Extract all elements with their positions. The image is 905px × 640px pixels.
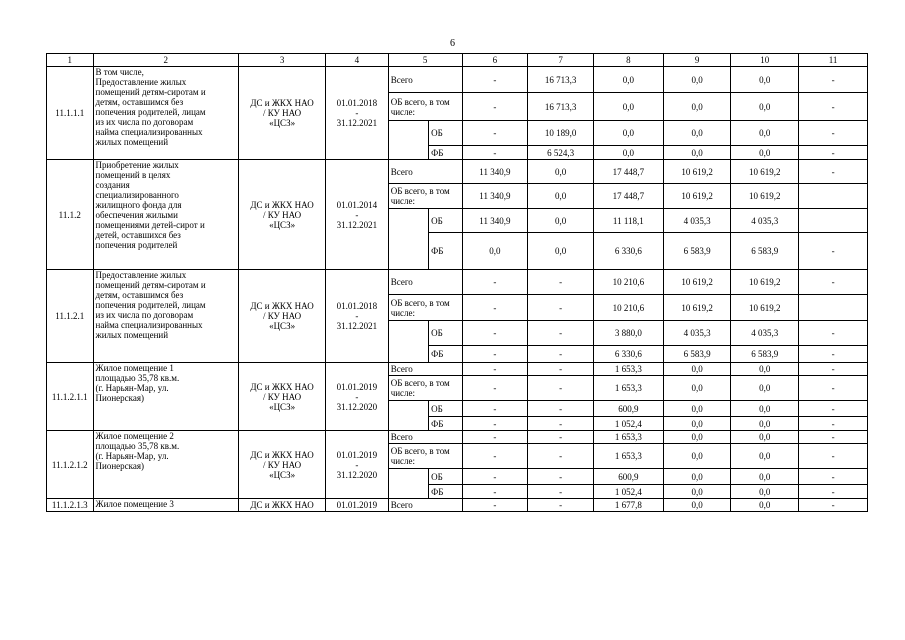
value-col9: 4 035,3 bbox=[663, 321, 731, 346]
header-cell-7: 7 bbox=[528, 54, 594, 67]
indent-spacer bbox=[388, 121, 428, 160]
header-row bbox=[47, 54, 868, 67]
value-col8: 1 653,3 bbox=[593, 444, 663, 469]
value-col11: - bbox=[799, 469, 868, 485]
value-col7: 0,0 bbox=[528, 209, 594, 233]
executor-cell bbox=[239, 499, 326, 512]
header-cell-3: 3 bbox=[239, 54, 326, 67]
text-line: В том числе, bbox=[95, 67, 144, 77]
value-col9: 10 619,2 bbox=[663, 270, 731, 295]
text-line: жилищного фонда для bbox=[95, 200, 182, 210]
value-col11: - bbox=[799, 270, 868, 295]
value-col7: - bbox=[528, 270, 594, 295]
funding-label: ОБ bbox=[429, 121, 462, 146]
text-line: площадью 35,78 кв.м. bbox=[95, 441, 180, 451]
value-col6: - bbox=[462, 431, 528, 444]
value-col9: 0,0 bbox=[663, 417, 731, 431]
value-col8: 0,0 bbox=[593, 67, 663, 93]
value-col11: - bbox=[799, 431, 868, 444]
table-row bbox=[47, 160, 868, 184]
value-col7: - bbox=[528, 346, 594, 363]
funding-label: Всего bbox=[388, 160, 462, 184]
value-col11 bbox=[799, 209, 868, 233]
text-line: (г. Нарьян-Мар, ул. bbox=[95, 451, 169, 461]
text-line: 31.12.2020 bbox=[336, 401, 378, 412]
period-cell bbox=[326, 431, 389, 499]
value-col7: - bbox=[528, 469, 594, 485]
text-line: 01.01.2019 bbox=[336, 449, 378, 460]
value-col7: - bbox=[528, 321, 594, 346]
value-col7: - bbox=[528, 376, 594, 401]
name-cell bbox=[93, 363, 239, 431]
value-col10: 10 619,2 bbox=[731, 295, 799, 321]
header-cell-9: 9 bbox=[663, 54, 731, 67]
value-col6: - bbox=[462, 146, 528, 160]
text-line: жилых помещений bbox=[95, 330, 169, 340]
name-cell bbox=[93, 160, 239, 270]
value-col11 bbox=[799, 184, 868, 209]
value-col8: 1 677,8 bbox=[593, 499, 663, 512]
text-line: детям, оставшимся без bbox=[95, 290, 184, 300]
value-col10: 10 619,2 bbox=[731, 270, 799, 295]
value-col10: 10 619,2 bbox=[731, 160, 799, 184]
text-line: Пионерская) bbox=[95, 461, 144, 471]
value-col6: - bbox=[462, 376, 528, 401]
value-col7: - bbox=[528, 417, 594, 431]
value-col9: 0,0 bbox=[663, 499, 731, 512]
funding-label: Всего bbox=[388, 270, 462, 295]
text-line: (г. Нарьян-Мар, ул. bbox=[95, 383, 169, 393]
text-line: помещениями детей-сирот и bbox=[95, 220, 205, 230]
value-col8: 1 653,3 bbox=[593, 431, 663, 444]
text-line: 31.12.2021 bbox=[336, 219, 378, 230]
value-col11: - bbox=[799, 67, 868, 93]
text-line: Жилое помещение 1 bbox=[95, 363, 174, 373]
funding-label: ОБ всего, в том числе: bbox=[388, 444, 462, 469]
funding-label: ОБ всего, в том числе: bbox=[388, 295, 462, 321]
value-col11: - bbox=[799, 376, 868, 401]
period-cell bbox=[326, 67, 389, 160]
table-row bbox=[47, 431, 868, 444]
text-line: / КУ НАО bbox=[262, 209, 302, 220]
text-line: 01.01.2018 bbox=[336, 301, 378, 311]
text-line: «ЦСЗ» bbox=[269, 469, 296, 480]
value-col8: 1 653,3 bbox=[593, 376, 663, 401]
funding-label: Всего bbox=[388, 67, 462, 93]
value-col9: 6 583,9 bbox=[663, 346, 731, 363]
indent-spacer bbox=[388, 209, 428, 270]
value-col8: 1 653,3 bbox=[593, 363, 663, 376]
value-col9: 0,0 bbox=[663, 67, 731, 93]
value-col8: 600,9 bbox=[593, 469, 663, 485]
value-col8: 0,0 bbox=[593, 121, 663, 146]
text-line: обеспечения жилыми bbox=[95, 210, 178, 220]
name-cell bbox=[93, 499, 239, 512]
value-col7: - bbox=[528, 485, 594, 499]
value-col10: 10 619,2 bbox=[731, 184, 799, 209]
header-cell-2: 2 bbox=[93, 54, 239, 67]
value-col10: 0,0 bbox=[731, 401, 799, 417]
text-line: «ЦСЗ» bbox=[269, 219, 296, 230]
funding-label: ФБ bbox=[429, 233, 462, 270]
executor-cell bbox=[239, 160, 326, 270]
text-line: Приобретение жилых bbox=[95, 160, 179, 170]
text-line: попечения родителей, лицам bbox=[95, 107, 206, 117]
value-col6: - bbox=[462, 321, 528, 346]
text-line: детям, оставшимся без bbox=[95, 97, 184, 107]
funding-label: ОБ всего, в том числе: bbox=[388, 93, 462, 121]
code-cell: 11.1.2.1.3 bbox=[47, 499, 94, 512]
value-col8: 6 330,6 bbox=[593, 233, 663, 270]
text-line: специализированного bbox=[95, 190, 179, 200]
value-col7: 0,0 bbox=[528, 160, 594, 184]
value-col10: 0,0 bbox=[731, 67, 799, 93]
text-line: - bbox=[355, 108, 359, 118]
value-col11: - bbox=[799, 485, 868, 499]
value-col6: - bbox=[462, 417, 528, 431]
text-line: детей, оставшихся без bbox=[95, 230, 181, 240]
value-col11: - bbox=[799, 233, 868, 270]
text-line: ДС и ЖКХ НАО bbox=[250, 449, 314, 460]
text-line: 01.01.2018 bbox=[336, 98, 378, 108]
funding-label: ФБ bbox=[429, 417, 462, 431]
text-line: попечения родителей bbox=[95, 240, 178, 250]
value-col10: 0,0 bbox=[731, 485, 799, 499]
value-col10: 0,0 bbox=[731, 431, 799, 444]
text-line: Жилое помещение 2 bbox=[95, 431, 174, 441]
text-line: - bbox=[355, 459, 359, 470]
value-col6: - bbox=[462, 67, 528, 93]
value-col7: - bbox=[528, 295, 594, 321]
value-col8: 6 330,6 bbox=[593, 346, 663, 363]
value-col10: 0,0 bbox=[731, 93, 799, 121]
value-col6: - bbox=[462, 295, 528, 321]
text-line: помещений детям-сиротам и bbox=[95, 87, 206, 97]
value-col9: 0,0 bbox=[663, 401, 731, 417]
value-col9: 10 619,2 bbox=[663, 184, 731, 209]
value-col11: - bbox=[799, 417, 868, 431]
value-col9: 0,0 bbox=[663, 485, 731, 499]
value-col7: 0,0 bbox=[528, 184, 594, 209]
executor-cell bbox=[239, 67, 326, 160]
value-col10: 6 583,9 bbox=[731, 233, 799, 270]
text-line: из их числа по договорам bbox=[95, 117, 194, 127]
text-line: ДС и ЖКХ НАО bbox=[250, 301, 314, 311]
period-cell bbox=[326, 270, 389, 363]
value-col10: 4 035,3 bbox=[731, 209, 799, 233]
value-col10: 0,0 bbox=[731, 121, 799, 146]
text-line: - bbox=[355, 391, 359, 402]
value-col10: 0,0 bbox=[731, 499, 799, 512]
value-col7: - bbox=[528, 431, 594, 444]
value-col6: - bbox=[462, 401, 528, 417]
table-row bbox=[47, 270, 868, 295]
text-line: найма специализированных bbox=[95, 127, 203, 137]
value-col10: 0,0 bbox=[731, 146, 799, 160]
text-line: 01.01.2019 bbox=[336, 500, 378, 510]
funding-label: ОБ bbox=[429, 321, 462, 346]
table-row bbox=[47, 499, 868, 512]
value-col9: 10 619,2 bbox=[663, 160, 731, 184]
indent-spacer bbox=[388, 321, 428, 363]
value-col6: - bbox=[462, 363, 528, 376]
text-line: создания bbox=[95, 180, 130, 190]
text-line: Жилое помещение 3 bbox=[95, 499, 174, 509]
text-line: Пионерская) bbox=[95, 393, 144, 403]
code-cell: 11.1.1.1 bbox=[47, 67, 94, 160]
code-cell: 11.1.2.1.1 bbox=[47, 363, 94, 431]
name-cell bbox=[93, 67, 239, 160]
header-cell-11: 11 bbox=[799, 54, 868, 67]
budget-table bbox=[46, 53, 868, 512]
value-col11: - bbox=[799, 363, 868, 376]
value-col8: 1 052,4 bbox=[593, 417, 663, 431]
code-cell: 11.1.2.1.2 bbox=[47, 431, 94, 499]
header-cell-8: 8 bbox=[593, 54, 663, 67]
value-col6: - bbox=[462, 485, 528, 499]
value-col8: 1 052,4 bbox=[593, 485, 663, 499]
value-col9: 0,0 bbox=[663, 363, 731, 376]
code-cell: 11.1.2.1 bbox=[47, 270, 94, 363]
funding-label: ФБ bbox=[429, 485, 462, 499]
value-col8: 17 448,7 bbox=[593, 184, 663, 209]
value-col6: - bbox=[462, 270, 528, 295]
text-line: 01.01.2014 bbox=[336, 199, 378, 210]
text-line: «ЦСЗ» bbox=[269, 118, 296, 128]
value-col6: - bbox=[462, 121, 528, 146]
text-line: ДС и ЖКХ НАО bbox=[250, 98, 314, 108]
funding-label: Всего bbox=[388, 363, 462, 376]
value-col7: 16 713,3 bbox=[528, 93, 594, 121]
funding-label: Всего bbox=[388, 499, 462, 512]
text-line: / КУ НАО bbox=[262, 311, 302, 321]
value-col11: - bbox=[799, 121, 868, 146]
text-line: - bbox=[355, 311, 359, 321]
text-line: помещений детям-сиротам и bbox=[95, 280, 206, 290]
value-col8: 10 210,6 bbox=[593, 295, 663, 321]
funding-label: ОБ bbox=[429, 209, 462, 233]
value-col11: - bbox=[799, 93, 868, 121]
text-line: Предоставление жилых bbox=[95, 77, 187, 87]
value-col8: 17 448,7 bbox=[593, 160, 663, 184]
value-col11: - bbox=[799, 321, 868, 346]
value-col8: 3 880,0 bbox=[593, 321, 663, 346]
executor-cell bbox=[239, 270, 326, 363]
text-line: помещений в целях bbox=[95, 170, 171, 180]
code-cell: 11.1.2 bbox=[47, 160, 94, 270]
executor-cell bbox=[239, 431, 326, 499]
funding-label: ОБ bbox=[429, 401, 462, 417]
text-line: / КУ НАО bbox=[262, 391, 302, 402]
funding-label: ФБ bbox=[429, 346, 462, 363]
value-col11: - bbox=[799, 499, 868, 512]
text-line: ДС и ЖКХ НАО bbox=[250, 381, 314, 392]
value-col10: 0,0 bbox=[731, 363, 799, 376]
value-col11: - bbox=[799, 444, 868, 469]
text-line: 31.12.2021 bbox=[336, 118, 378, 128]
table-row bbox=[47, 363, 868, 376]
value-col9: 0,0 bbox=[663, 93, 731, 121]
value-col8: 11 118,1 bbox=[593, 209, 663, 233]
funding-label: Всего bbox=[388, 431, 462, 444]
value-col9: 0,0 bbox=[663, 146, 731, 160]
value-col9: 0,0 bbox=[663, 431, 731, 444]
value-col6: 11 340,9 bbox=[462, 209, 528, 233]
indent-spacer bbox=[388, 469, 428, 499]
value-col7: - bbox=[528, 499, 594, 512]
header-cell-1: 1 bbox=[47, 54, 94, 67]
value-col7: 6 524,3 bbox=[528, 146, 594, 160]
text-line: ДС и ЖКХ НАО bbox=[250, 199, 314, 210]
executor-cell bbox=[239, 363, 326, 431]
value-col11: - bbox=[799, 146, 868, 160]
text-line: 31.12.2021 bbox=[336, 321, 378, 331]
value-col8: 600,9 bbox=[593, 401, 663, 417]
value-col7: 16 713,3 bbox=[528, 67, 594, 93]
value-col9: 0,0 bbox=[663, 376, 731, 401]
text-line: «ЦСЗ» bbox=[269, 401, 296, 412]
value-col8: 10 210,6 bbox=[593, 270, 663, 295]
text-line: площадью 35,78 кв.м. bbox=[95, 373, 180, 383]
text-line: жилых помещений bbox=[95, 137, 169, 147]
header-cell-4: 4 bbox=[326, 54, 389, 67]
value-col6: - bbox=[462, 499, 528, 512]
header-cell-6: 6 bbox=[462, 54, 528, 67]
text-line: 31.12.2020 bbox=[336, 469, 378, 480]
value-col11: - bbox=[799, 346, 868, 363]
text-line: - bbox=[355, 209, 359, 220]
value-col8: 0,0 bbox=[593, 93, 663, 121]
funding-label: ОБ всего, в том числе: bbox=[388, 376, 462, 401]
value-col7: - bbox=[528, 363, 594, 376]
value-col7: 10 189,0 bbox=[528, 121, 594, 146]
table-row bbox=[47, 67, 868, 93]
value-col9: 0,0 bbox=[663, 444, 731, 469]
value-col6: - bbox=[462, 93, 528, 121]
value-col7: - bbox=[528, 444, 594, 469]
value-col6: 0,0 bbox=[462, 233, 528, 270]
value-col9: 0,0 bbox=[663, 469, 731, 485]
value-col10: 0,0 bbox=[731, 469, 799, 485]
text-line: Предоставление жилых bbox=[95, 270, 187, 280]
value-col9: 6 583,9 bbox=[663, 233, 731, 270]
value-col8: 0,0 bbox=[593, 146, 663, 160]
value-col6: - bbox=[462, 346, 528, 363]
period-cell bbox=[326, 499, 389, 512]
value-col9: 10 619,2 bbox=[663, 295, 731, 321]
value-col6: - bbox=[462, 444, 528, 469]
text-line: 01.01.2019 bbox=[336, 381, 378, 392]
text-line: попечения родителей, лицам bbox=[95, 300, 206, 310]
period-cell bbox=[326, 363, 389, 431]
page-number: 6 bbox=[450, 38, 455, 49]
name-cell bbox=[93, 431, 239, 499]
text-line: ДС и ЖКХ НАО bbox=[250, 500, 314, 510]
value-col10: 4 035,3 bbox=[731, 321, 799, 346]
value-col6: 11 340,9 bbox=[462, 160, 528, 184]
text-line: «ЦСЗ» bbox=[269, 321, 296, 331]
period-cell bbox=[326, 160, 389, 270]
text-line: / КУ НАО bbox=[262, 108, 302, 118]
value-col10: 6 583,9 bbox=[731, 346, 799, 363]
value-col10: 0,0 bbox=[731, 444, 799, 469]
value-col6: 11 340,9 bbox=[462, 184, 528, 209]
text-line: / КУ НАО bbox=[262, 459, 302, 470]
value-col10: 0,0 bbox=[731, 376, 799, 401]
text-line: из их числа по договорам bbox=[95, 310, 194, 320]
funding-label: ФБ bbox=[429, 146, 462, 160]
indent-spacer bbox=[388, 401, 428, 431]
header-cell-10: 10 bbox=[731, 54, 799, 67]
value-col7: - bbox=[528, 401, 594, 417]
value-col9: 4 035,3 bbox=[663, 209, 731, 233]
header-cell-5: 5 bbox=[388, 54, 462, 67]
value-col11: - bbox=[799, 401, 868, 417]
value-col11 bbox=[799, 295, 868, 321]
funding-label: ОБ всего, в том числе: bbox=[388, 184, 462, 209]
text-line: найма специализированных bbox=[95, 320, 203, 330]
value-col11: - bbox=[799, 160, 868, 184]
value-col6: - bbox=[462, 469, 528, 485]
value-col7: 0,0 bbox=[528, 233, 594, 270]
value-col10: 0,0 bbox=[731, 417, 799, 431]
name-cell bbox=[93, 270, 239, 363]
value-col9: 0,0 bbox=[663, 121, 731, 146]
funding-label: ОБ bbox=[429, 469, 462, 485]
